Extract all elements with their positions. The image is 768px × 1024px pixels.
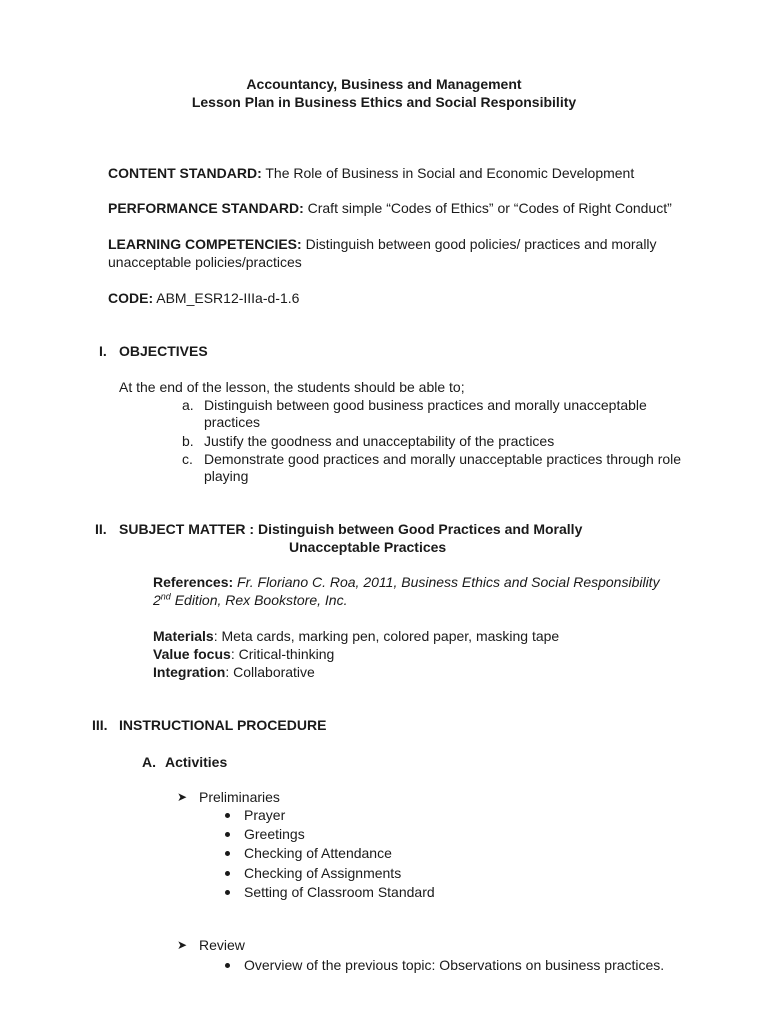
objective-item-continued: practices: [204, 414, 261, 430]
round-bullet-icon: [225, 871, 230, 876]
objectives-numeral: I.: [99, 343, 107, 359]
references-edition-rest: Edition, Rex Bookstore, Inc.: [170, 592, 348, 608]
objective-marker: b.: [182, 433, 194, 449]
content-standard: [108, 164, 634, 182]
objective-item: Justify the goodness and unacceptability of the practices: [204, 433, 555, 449]
integration: [153, 663, 315, 681]
references-continued: [153, 591, 347, 609]
subject-matter-numeral: II.: [95, 521, 107, 537]
integration-label: Integration: [153, 664, 226, 680]
activities-heading: Activities: [165, 754, 228, 770]
references-edition-number: 2: [153, 592, 161, 608]
content-standard-value: The Role of Business in Social and Economic Development: [261, 165, 635, 181]
references-edition-suffix: nd: [160, 591, 171, 602]
objective-marker: c.: [182, 451, 193, 467]
preliminaries-title: Preliminaries: [199, 789, 280, 805]
code-label: CODE:: [108, 290, 154, 306]
references-text: Fr. Floriano C. Roa, 2011, Business Ethics and Social Responsibility: [233, 574, 660, 590]
references: [153, 573, 660, 591]
materials: [153, 627, 559, 645]
code-value: ABM_ESR12-IIIa-d-1.6: [153, 290, 300, 306]
integration-value: : Collaborative: [225, 664, 315, 680]
round-bullet-icon: [225, 832, 230, 837]
list-item: Checking of Assignments: [244, 865, 402, 881]
list-item: Prayer: [244, 807, 286, 823]
arrowhead-bullet-icon: ➤: [177, 938, 188, 952]
performance-standard: [108, 199, 672, 217]
list-item: Setting of Classroom Standard: [244, 884, 435, 900]
learning-competencies-label: LEARNING COMPETENCIES:: [108, 236, 302, 252]
performance-standard-value: Craft simple “Codes of Ethics” or “Codes of Right Conduct”: [303, 200, 672, 216]
content-standard-label: CONTENT STANDARD:: [108, 165, 262, 181]
list-item: Overview of the previous topic: Observations on business practices.: [244, 957, 665, 973]
value-focus: [153, 645, 334, 663]
objectives-intro: At the end of the lesson, the students should be able to;: [119, 379, 465, 395]
learning-competencies-continued: unacceptable policies/practices: [108, 254, 302, 270]
references-label: References:: [153, 574, 234, 590]
performance-standard-label: PERFORMANCE STANDARD:: [108, 200, 304, 216]
arrowhead-bullet-icon: ➤: [177, 790, 188, 804]
list-item: Checking of Attendance: [244, 845, 392, 861]
materials-label: Materials: [153, 628, 214, 644]
subject-matter-heading-continued: Unacceptable Practices: [289, 539, 447, 555]
materials-value: : Meta cards, marking pen, colored paper, masking tape: [213, 628, 560, 644]
procedure-heading: INSTRUCTIONAL PROCEDURE: [119, 717, 327, 733]
list-item: Greetings: [244, 826, 305, 842]
activities-marker: A.: [142, 754, 156, 770]
procedure-numeral: III.: [92, 717, 108, 733]
learning-competencies: [108, 235, 657, 253]
objective-marker: a.: [182, 397, 194, 413]
objective-item: Demonstrate good practices and morally unacceptable practices through role: [204, 451, 682, 467]
subject-matter-heading: SUBJECT MATTER : Distinguish between Good Practices and Morally: [119, 521, 583, 537]
review-title: Review: [199, 937, 245, 953]
round-bullet-icon: [225, 851, 230, 856]
objective-item-continued: playing: [204, 468, 249, 484]
objective-item: Distinguish between good business practices and morally unacceptable: [204, 397, 647, 413]
learning-competencies-value: Distinguish between good policies/ practices and morally: [301, 236, 657, 252]
value-focus-value: : Critical-thinking: [230, 646, 335, 662]
round-bullet-icon: [225, 963, 230, 968]
objectives-heading: OBJECTIVES: [119, 343, 208, 359]
code-line: [108, 289, 299, 307]
document-title: Accountancy, Business and Management: [246, 76, 522, 92]
document-subtitle: Lesson Plan in Business Ethics and Social Responsibility: [191, 94, 577, 110]
value-focus-label: Value focus: [153, 646, 231, 662]
round-bullet-icon: [225, 890, 230, 895]
round-bullet-icon: [225, 813, 230, 818]
